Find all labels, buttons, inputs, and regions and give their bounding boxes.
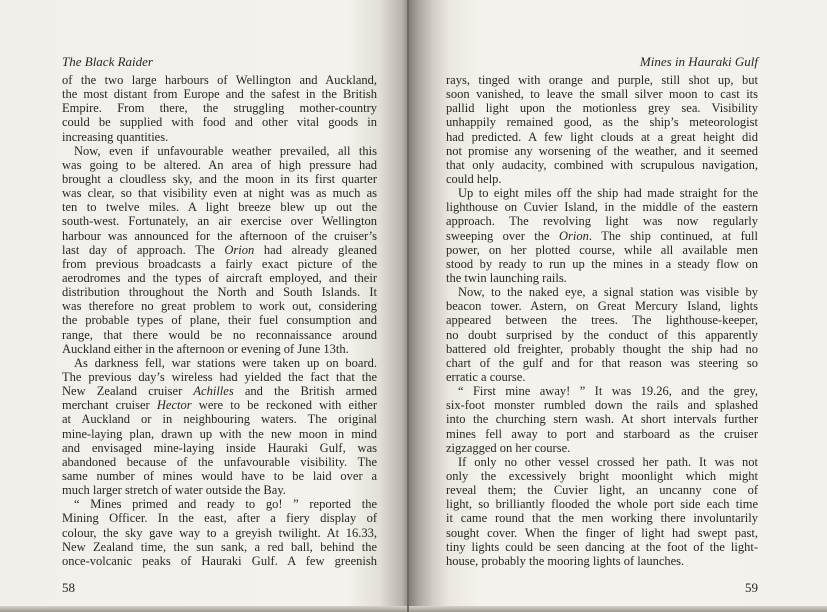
text-line: it came round that the men working there involuntarily: [446, 511, 758, 526]
text-line: power, on her plotted course, while all available men: [446, 242, 758, 257]
text-line: tiny lights could be seen dancing at the foot of the light-: [446, 539, 758, 554]
text-line: distribution throughout the North and South Islands. It: [62, 285, 377, 300]
text-line: once-volcanic peaks of Hauraki Gulf. A few greenish: [62, 553, 377, 568]
text-line: was therefore no great problem to work out, considering: [62, 299, 377, 314]
text-line: could be supplied with food and other vital goods in: [62, 115, 377, 130]
italic-ship-name: Achilles: [193, 384, 234, 399]
text-line: The previous day’s wireless had yielded the fact that the: [62, 369, 377, 384]
text-line: battered old freighter, probably thought the ship had no: [446, 341, 758, 356]
text-line: mines fell away to port and starboard as the cruiser: [446, 426, 758, 441]
text-line: “ Mines primed and ready to go! ” reported the: [74, 497, 377, 512]
text-line: much larger stretch of water outside the Bay.: [62, 483, 286, 498]
text-line: Empire. From there, the struggling mother-country: [62, 101, 377, 116]
text-line: last day of approach. The Orion had already gleaned: [62, 242, 377, 257]
text-line: zigzagged on her course.: [446, 440, 571, 455]
text-line: brought a cloudless sky, and the moon in its first quarter: [62, 171, 377, 186]
text-line: Up to eight miles off the ship had made straight for the: [458, 186, 758, 201]
italic-ship-name: Hector: [156, 398, 192, 413]
text-line: pallid light upon the motionless grey sea. Visibility: [446, 101, 758, 116]
text-line: If only no other vessel crossed her path. It was not: [458, 454, 758, 469]
paragraph: [446, 73, 758, 186]
paragraph: [62, 73, 377, 144]
text-line: was clear, so that visibility even at night was as much as: [62, 186, 377, 201]
text-line: reveal them; the Cuvier light, an uncanny cone of: [446, 483, 758, 498]
paragraph: [446, 384, 758, 455]
text-line: could help.: [446, 171, 502, 186]
page-number-right: 59: [745, 580, 758, 595]
paragraph: [446, 455, 758, 568]
text-line: Now, to the naked eye, a signal station was visible by: [458, 285, 758, 300]
text-line: sweeping over the Orion. The ship continued, at full: [446, 228, 758, 243]
text-line: Mining Officer. In the east, after a fiery display of: [62, 511, 377, 526]
text-line: Now, even if unfavourable weather prevailed, all this: [74, 143, 377, 158]
italic-ship-name: Orion: [559, 228, 589, 243]
italic-ship-name: Orion: [224, 242, 255, 257]
page-edge: [0, 606, 408, 612]
text-line: into the churching stern wash. At short intervals further: [446, 412, 758, 427]
text-line: at Auckland or in neighbouring waters. The original: [62, 412, 377, 427]
text-line: colour, the sky gave way to a greyish twilight. At 16.33,: [62, 525, 377, 540]
text-line: no doubt surprised by the conduct of this apparently: [446, 327, 758, 342]
paragraph: [62, 144, 377, 356]
left-page-body: [62, 73, 377, 568]
text-line: south-west. Fortunately, an air exercise over Wellington: [62, 214, 377, 229]
text-line: was going to be altered. An area of high pressure had: [62, 157, 377, 172]
text-line: “ First mine away! ” It was 19.26, and the grey,: [458, 384, 758, 399]
text-line: rays, tinged with orange and purple, still shot up, but: [446, 73, 758, 87]
text-line: house, probably the mooring lights of launches.: [446, 553, 685, 568]
text-line: chart of the gulf and for that reason was steering so: [446, 355, 758, 370]
paragraph: [62, 356, 377, 497]
running-head-left: The Black Raider: [62, 54, 153, 69]
text-line: same number of mines would have to be laid over a: [62, 468, 377, 483]
page-edge: [408, 606, 827, 612]
text-line: that only audacity, combined with scrupulous navigation,: [446, 157, 758, 172]
running-head-right: Mines in Hauraki Gulf: [639, 54, 758, 69]
text-line: approach. The revolving light was now regularly: [446, 214, 758, 229]
paragraph: [446, 285, 758, 384]
text-line: not promise any worsening of the weather, and it seemed: [446, 143, 758, 158]
text-line: appeared between the trees. The lighthouse-keeper,: [446, 313, 758, 328]
book-gutter-fold: [407, 0, 409, 612]
text-line: harbour was announced for the afternoon of the cruiser’s: [62, 228, 377, 243]
paragraph: [62, 497, 377, 568]
right-page-body: [446, 73, 758, 568]
text-line: and envisaged mine-laying inside Hauraki Gulf, was: [62, 440, 377, 455]
text-line: beacon tower. Astern, on Great Mercury Island, lights: [446, 299, 758, 314]
paragraph: [446, 186, 758, 285]
text-line: from previous broadcasts a fairly exact picture of the: [62, 256, 377, 271]
text-line: Auckland either in the afternoon or evening of June 13th.: [62, 341, 349, 356]
text-line: merchant cruiser Hector were to be reckoned with either: [62, 398, 377, 413]
text-line: sought cover. When the finger of light had swept past,: [446, 525, 758, 540]
text-line: six-foot monster rumbled down the rails and splashed: [446, 398, 758, 413]
text-line: the twin launching rails.: [446, 270, 567, 285]
text-line: lighthouse on Cuvier Island, in the middle of the eastern: [446, 200, 758, 215]
text-line: the probable types of plane, their fuel consumption and: [62, 313, 377, 328]
text-line: increasing quantities.: [62, 129, 169, 144]
text-line: light, so brilliantly flooded the whole port side each time: [446, 497, 758, 512]
text-line: New Zealand time, the sun sank, a red ball, behind the: [62, 539, 377, 554]
text-line: soon vanished, to leave the small silver moon to cast its: [446, 87, 758, 102]
text-line: ten to twelve miles. A light breeze blew up out the: [62, 200, 377, 215]
text-line: range, that there would be no reconnaissance around: [62, 327, 377, 342]
text-line: had predicted. A few light clouds at a great height did: [446, 129, 758, 144]
text-line: aerodromes and the types of aircraft employed, and their: [62, 270, 377, 285]
text-line: stood by ready to run up the mines in a steady flow on: [446, 256, 758, 271]
text-line: mine-laying plan, drawn up with the new moon in mind: [62, 426, 377, 441]
left-page: [0, 0, 408, 612]
right-page: [408, 0, 827, 612]
text-line: erratic a course.: [446, 369, 526, 384]
page-number-left: 58: [62, 580, 75, 595]
text-line: of the two large harbours of Wellington and Auckland,: [62, 73, 377, 87]
text-line: unhappily remained good, as the ship’s meteorologist: [446, 115, 758, 130]
text-line: New Zealand cruiser Achilles and the British armed: [62, 384, 377, 399]
text-line: only the excessively bright moonlight which might: [446, 468, 758, 483]
text-line: the most distant from Europe and the safest in the British: [62, 87, 377, 102]
text-line: abandoned because of the unfavourable visibility. The: [62, 454, 377, 469]
text-line: As darkness fell, war stations were taken up on board.: [74, 355, 377, 370]
